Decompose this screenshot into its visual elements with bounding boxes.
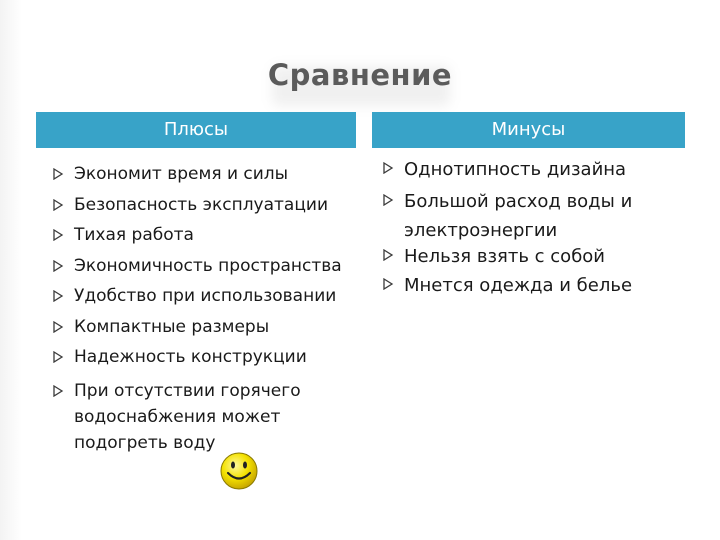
slide-edge-shade	[0, 0, 22, 540]
arrowhead-bullet-icon	[52, 385, 64, 397]
cons-item	[382, 158, 682, 181]
cons-header: Минусы	[372, 112, 685, 148]
arrowhead-bullet-icon	[382, 162, 394, 174]
pros-item	[52, 378, 352, 456]
cons-list	[382, 158, 682, 303]
pros-header: Плюсы	[36, 112, 356, 148]
arrowhead-bullet-icon	[382, 278, 394, 290]
pros-item	[52, 347, 352, 368]
pros-item-text: Экономит время и силы	[74, 164, 289, 184]
slide-title: Сравнение	[267, 58, 453, 92]
arrowhead-bullet-icon	[52, 229, 64, 241]
pros-item	[52, 164, 352, 185]
pros-item	[52, 195, 352, 216]
pros-item	[52, 286, 352, 307]
cons-item	[382, 274, 682, 297]
smiley-face-icon	[218, 450, 260, 492]
arrowhead-bullet-icon	[52, 168, 64, 180]
cons-item-text: Нельзя взять с собой	[404, 246, 606, 267]
arrowhead-bullet-icon	[382, 194, 394, 206]
pros-item-text: Безопасность эксплуатации	[74, 194, 329, 215]
cons-item-text: Мнется одежда и белье	[404, 275, 633, 296]
arrowhead-bullet-icon	[52, 321, 64, 333]
arrowhead-bullet-icon	[52, 351, 64, 363]
arrowhead-bullet-icon	[52, 290, 64, 302]
pros-item-text: Надежность конструкции	[74, 347, 307, 367]
pros-item-text: Экономичность пространства	[74, 255, 342, 276]
pros-item	[52, 225, 352, 246]
arrowhead-bullet-icon	[52, 260, 64, 272]
arrowhead-bullet-icon	[52, 199, 64, 211]
pros-item-text: При отсутствии горячего водоснабжения может подогреть воду	[74, 380, 301, 453]
pros-item	[52, 317, 352, 338]
cons-item-text: Однотипность дизайна	[404, 159, 627, 180]
cons-item	[382, 245, 682, 268]
pros-item	[52, 256, 352, 277]
pros-item-text: Удобство при использовании	[74, 286, 337, 306]
arrowhead-bullet-icon	[382, 249, 394, 261]
cons-item	[382, 187, 682, 245]
pros-item-text: Тихая работа	[74, 225, 194, 245]
pros-list	[52, 164, 352, 456]
cons-item-text: Большой расход воды и электроэнергии	[404, 191, 633, 241]
pros-item-text: Компактные размеры	[74, 316, 270, 337]
